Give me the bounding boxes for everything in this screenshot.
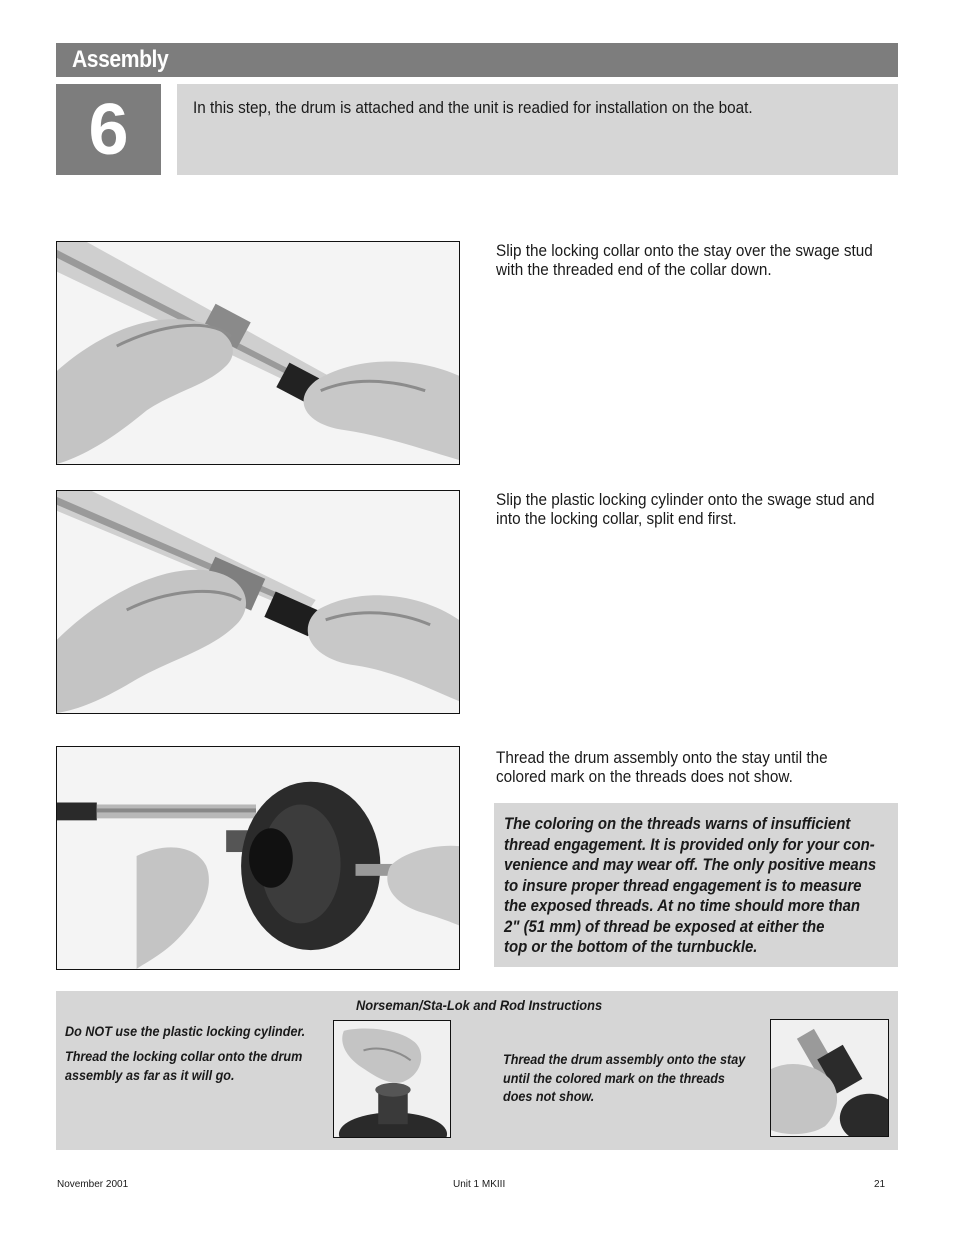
- collar-drum-photo: [333, 1020, 451, 1138]
- alt-left-line2: Thread the locking collar onto the drum assembly as far as it will go.: [65, 1048, 303, 1083]
- note-text: The coloring on the threads warns of insufficient thread engagement. It is provided only for your con- venience and may wear off. The only positive means to insure proper thread engagement is to measure the exposed threads. At no time should more than 2" (51 mm) of thread be exposed at either the top or the bottom of the turnbuckle.: [504, 814, 877, 956]
- instruction-1: [496, 241, 906, 279]
- instruction-1-text: Slip the locking collar onto the stay over the swage stud with the threaded end of the collar down.: [496, 241, 873, 279]
- alt-panel-title: Norseman/Sta-Lok and Rod Instructions: [356, 997, 603, 1013]
- footer-unit: Unit 1 MKIII: [453, 1179, 506, 1190]
- alt-instructions-panel: [56, 991, 898, 1150]
- section-header-bar: [56, 43, 898, 77]
- thread-engagement-note: [494, 803, 898, 967]
- step-number: 6: [56, 84, 161, 175]
- alt-left-line1: Do NOT use the plastic locking cylinder.: [65, 1023, 306, 1039]
- instruction-2-text: Slip the plastic locking cylinder onto the swage stud and into the locking collar, split end first.: [496, 490, 875, 528]
- step-intro-text: In this step, the drum is attached and the unit is readied for installation on the boat.: [193, 98, 753, 117]
- hands-collar-photo: [56, 241, 460, 465]
- instruction-3-text: Thread the drum assembly onto the stay until the colored mark on the threads does not show.: [496, 748, 828, 786]
- instruction-3: [496, 748, 906, 786]
- section-title: Assembly: [72, 46, 169, 73]
- hands-cylinder-photo: [56, 490, 460, 714]
- step-intro: [177, 84, 898, 175]
- footer-date: November 2001: [57, 1179, 129, 1190]
- drum-stay-photo: [770, 1019, 889, 1137]
- drum-assembly-photo: [56, 746, 460, 970]
- page-number: 21: [874, 1179, 886, 1190]
- alt-right-text: Thread the drum assembly onto the stay until the colored mark on the threads does not show.: [503, 1051, 746, 1104]
- instruction-2: [496, 490, 906, 528]
